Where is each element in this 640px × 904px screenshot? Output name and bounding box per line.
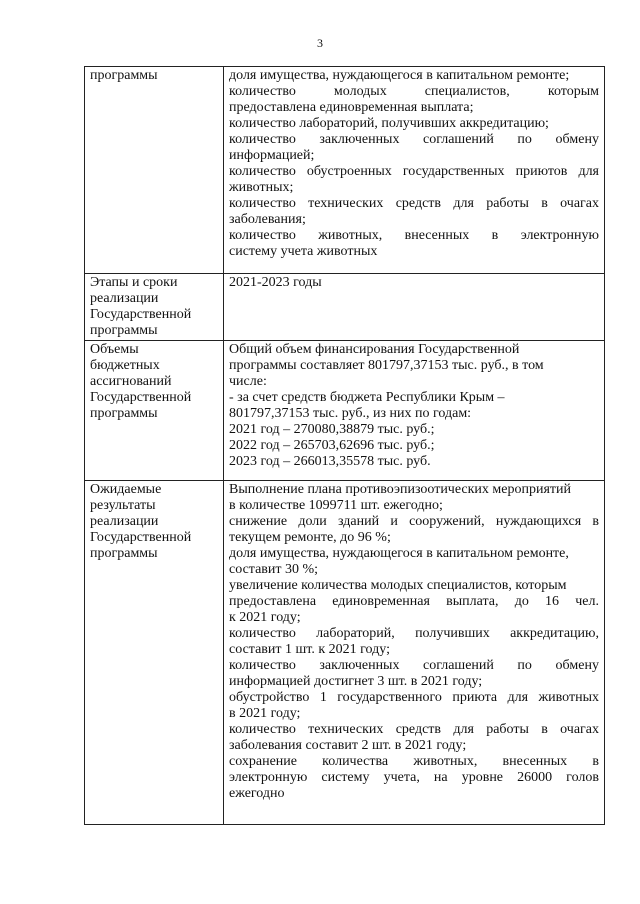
row-label (85, 274, 224, 341)
label-line: реализации (90, 291, 159, 306)
value-line: обустройство 1 государственного приюта для животных (229, 690, 599, 705)
value-line: 801797,37153 тыс. руб., из них по годам: (229, 406, 472, 421)
value-line: количество обустроенных государственных приютов для (229, 164, 599, 179)
value-line: систему учета животных (229, 244, 378, 259)
row-value (224, 481, 605, 825)
table-row (85, 274, 605, 341)
value-line: электронную систему учета, на уровне 26000 голов (229, 770, 599, 785)
value-line: увеличение количества молодых специалистов, которым (229, 578, 567, 593)
value-line: в количестве 1099711 шт. ежегодно; (229, 498, 443, 513)
value-line: в 2021 году; (229, 706, 301, 721)
row-label (85, 67, 224, 274)
value-line: сохранение количества животных, внесенных в (229, 754, 599, 769)
value-line: к 2021 году; (229, 610, 301, 625)
label-line: результаты (90, 498, 156, 513)
value-line: составит 30 %; (229, 562, 319, 577)
row-value (224, 274, 605, 341)
value-line: - за счет средств бюджета Республики Крым – (229, 390, 505, 405)
label-line: программы (90, 406, 158, 421)
value-line: текущем ремонте, до 96 %; (229, 530, 391, 545)
value-line: Выполнение плана противоэпизоотических мероприятий (229, 482, 572, 497)
value-line: составит 1 шт. к 2021 году; (229, 642, 390, 657)
value-line: 2021-2023 годы (229, 275, 322, 290)
value-line: количество технических средств для работы в очагах (229, 722, 599, 737)
label-line: Объемы (90, 342, 139, 357)
label-line: бюджетных (90, 358, 160, 373)
label-line: ассигнований (90, 374, 172, 389)
value-line: предоставлена единовременная выплата, до 16 чел. (229, 594, 599, 609)
value-line: количество заключенных соглашений по обмену (229, 132, 599, 147)
table-row (85, 481, 605, 825)
table-row (85, 67, 605, 274)
label-line: программы (90, 68, 158, 83)
value-line: количество животных, внесенных в электронную (229, 228, 599, 243)
value-line: заболевания; (229, 212, 306, 227)
value-line: программы составляет 801797,37153 тыс. руб., в том (229, 358, 544, 373)
label-line: реализации (90, 514, 159, 529)
label-line: Государственной (90, 307, 192, 322)
row-label (85, 481, 224, 825)
value-line: 2023 год – 266013,35578 тыс. руб. (229, 454, 431, 469)
value-line: доля имущества, нуждающегося в капитальном ремонте; (229, 68, 570, 83)
value-line: количество заключенных соглашений по обмену (229, 658, 599, 673)
value-line: животных; (229, 180, 294, 195)
page-number: 3 (317, 36, 323, 50)
value-line: Общий объем финансирования Государственной (229, 342, 520, 357)
value-line: числе: (229, 374, 267, 389)
value-line: заболевания составит 2 шт. в 2021 году; (229, 738, 467, 753)
row-label (85, 341, 224, 481)
table-row (85, 341, 605, 481)
label-line: программы (90, 323, 158, 338)
value-line: информацией достигнет 3 шт. в 2021 году; (229, 674, 483, 689)
program-passport-table (84, 66, 605, 825)
value-line: количество технических средств для работы в очагах (229, 196, 599, 211)
row-value (224, 341, 605, 481)
label-line: Государственной (90, 530, 192, 545)
row-value (224, 67, 605, 274)
label-line: Ожидаемые (90, 482, 162, 497)
value-line: снижение доли зданий и сооружений, нуждающихся в (229, 514, 599, 529)
value-line: количество лабораторий, получивших аккредитацию; (229, 116, 549, 131)
value-line: 2021 год – 270080,38879 тыс. руб.; (229, 422, 435, 437)
value-line: количество лабораторий, получивших аккредитацию, (229, 626, 599, 641)
value-line: ежегодно (229, 786, 285, 801)
label-line: Государственной (90, 390, 192, 405)
value-line: 2022 год – 265703,62696 тыс. руб.; (229, 438, 435, 453)
label-line: программы (90, 546, 158, 561)
value-line: доля имущества, нуждающегося в капитальном ремонте, (229, 546, 569, 561)
value-line: предоставлена единовременная выплата; (229, 100, 474, 115)
label-line: Этапы и сроки (90, 275, 178, 290)
value-line: количество молодых специалистов, которым (229, 84, 599, 99)
value-line: информацией; (229, 148, 315, 163)
